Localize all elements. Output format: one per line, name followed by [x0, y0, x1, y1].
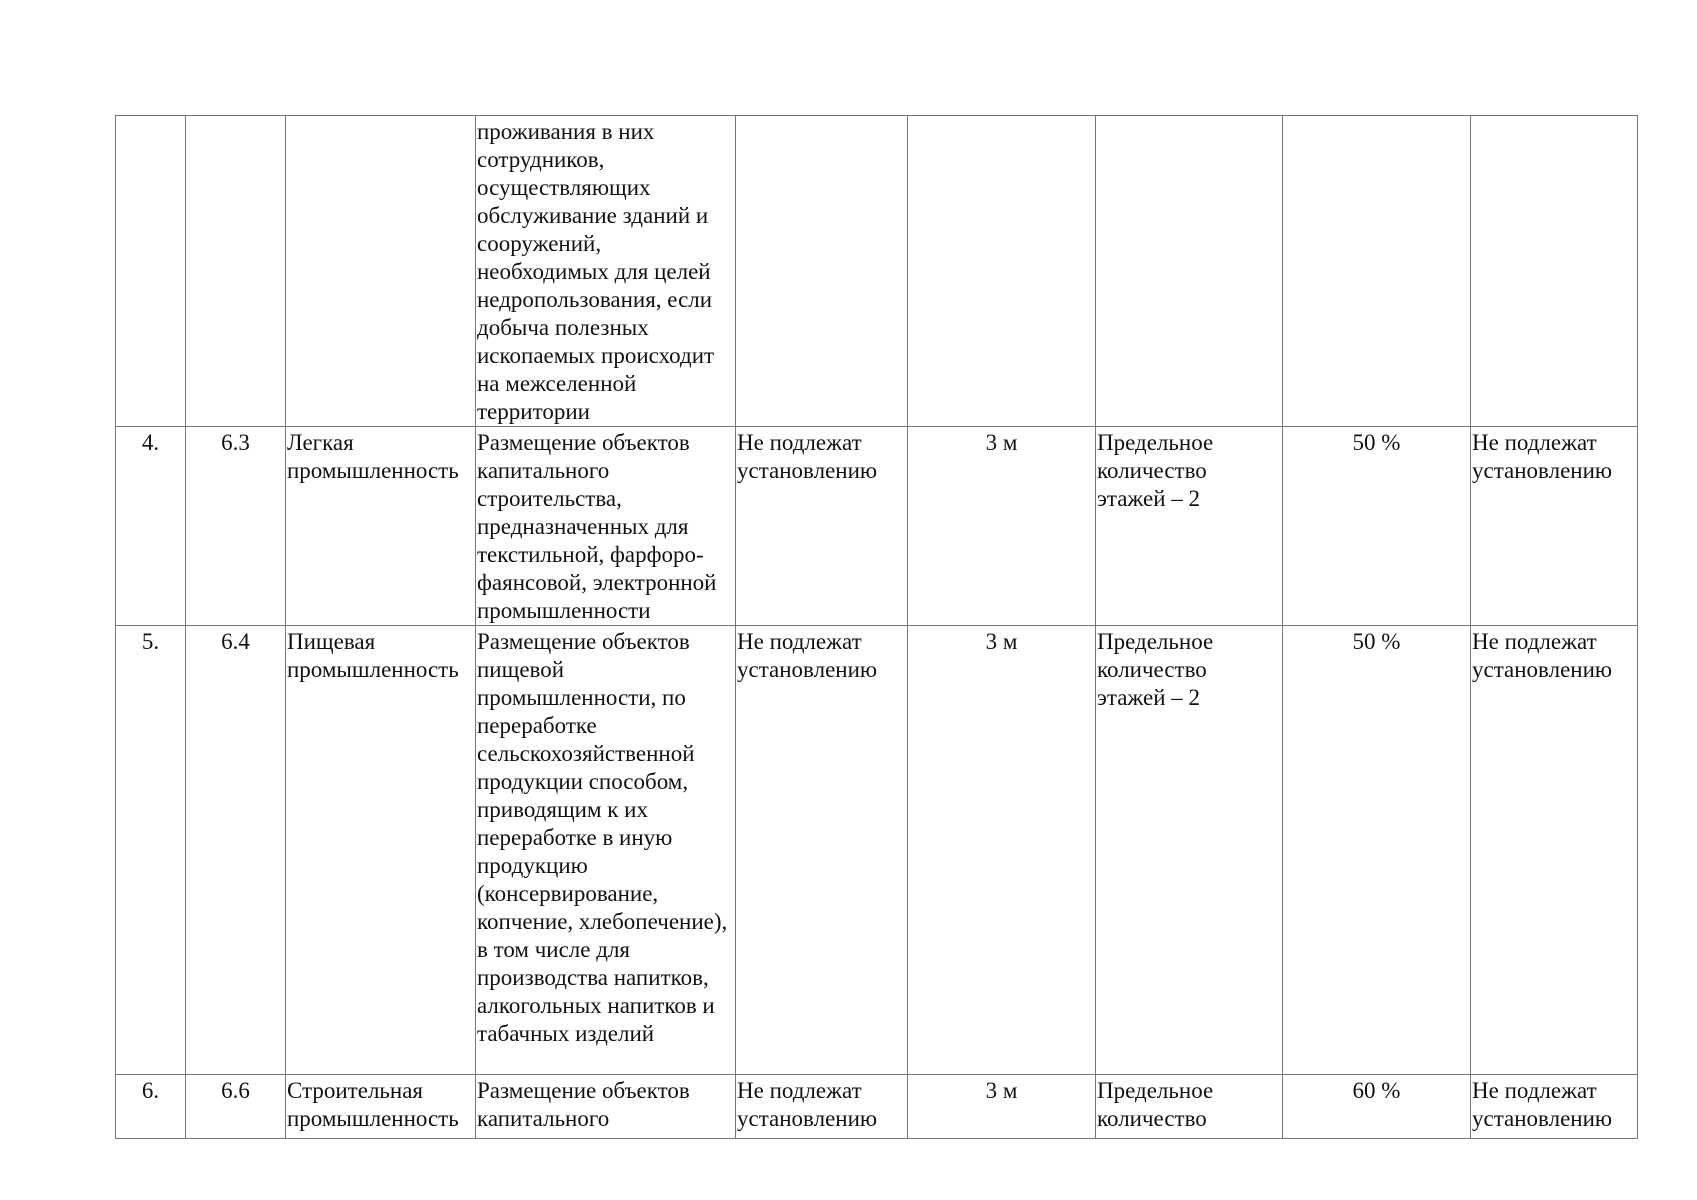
min-area-cell: Не подлежат установлению — [736, 427, 908, 626]
max-coverage-cell: 50 % — [1283, 626, 1471, 1075]
other-params-cell: Не подлежат установлению — [1471, 427, 1638, 626]
use-name-cell — [286, 116, 476, 427]
max-floors-cell — [1096, 116, 1283, 427]
max-floors-cell: Предельное количество — [1096, 1075, 1283, 1139]
use-description-cell: Размещение объектов капитального строительства, предназначенных для текстильной, фарфоро-фаянсовой, электронной промышленности — [476, 427, 736, 626]
use-code-cell: 6.3 — [186, 427, 286, 626]
zoning-regulations-table — [115, 115, 1638, 1139]
min-setback-cell: 3 м — [908, 427, 1096, 626]
max-coverage-cell — [1283, 116, 1471, 427]
use-description-cell: Размещение объектов капитального — [476, 1075, 736, 1139]
max-floors-cell: Предельное количество этажей – 2 — [1096, 427, 1283, 626]
use-name-cell: Строительная промышленность — [286, 1075, 476, 1139]
min-setback-cell: 3 м — [908, 1075, 1096, 1139]
use-code-cell — [186, 116, 286, 427]
row-number-cell: 6. — [116, 1075, 186, 1139]
min-area-cell — [736, 116, 908, 427]
table-row — [116, 626, 1638, 1075]
other-params-cell: Не подлежат установлению — [1471, 1075, 1638, 1139]
min-setback-cell — [908, 116, 1096, 427]
use-description-cell: Размещение объектов пищевой промышленности, по переработке сельскохозяйственной продукции способом, приводящим к их переработке в иную продукцию (консервирование, копчение, хлебопечение), в том числе для производства напитков, алкогольных напитков и табачных изделий — [476, 626, 736, 1075]
min-area-cell: Не подлежат установлению — [736, 626, 908, 1075]
min-setback-cell: 3 м — [908, 626, 1096, 1075]
use-name-cell: Легкая промышленность — [286, 427, 476, 626]
other-params-cell — [1471, 116, 1638, 427]
other-params-cell: Не подлежат установлению — [1471, 626, 1638, 1075]
max-floors-cell: Предельное количество этажей – 2 — [1096, 626, 1283, 1075]
row-number-cell: 5. — [116, 626, 186, 1075]
table-row — [116, 116, 1638, 427]
use-code-cell: 6.4 — [186, 626, 286, 1075]
table-row — [116, 427, 1638, 626]
table-row — [116, 1075, 1638, 1139]
use-code-cell: 6.6 — [186, 1075, 286, 1139]
max-coverage-cell: 60 % — [1283, 1075, 1471, 1139]
use-description-cell: проживания в них сотрудников, осуществляющих обслуживание зданий и сооружений, необходимых для целей недропользования, если добыча полезных ископаемых происходит на межселенной территории — [476, 116, 736, 427]
row-number-cell: 4. — [116, 427, 186, 626]
min-area-cell: Не подлежат установлению — [736, 1075, 908, 1139]
use-name-cell: Пищевая промышленность — [286, 626, 476, 1075]
max-coverage-cell: 50 % — [1283, 427, 1471, 626]
row-number-cell — [116, 116, 186, 427]
